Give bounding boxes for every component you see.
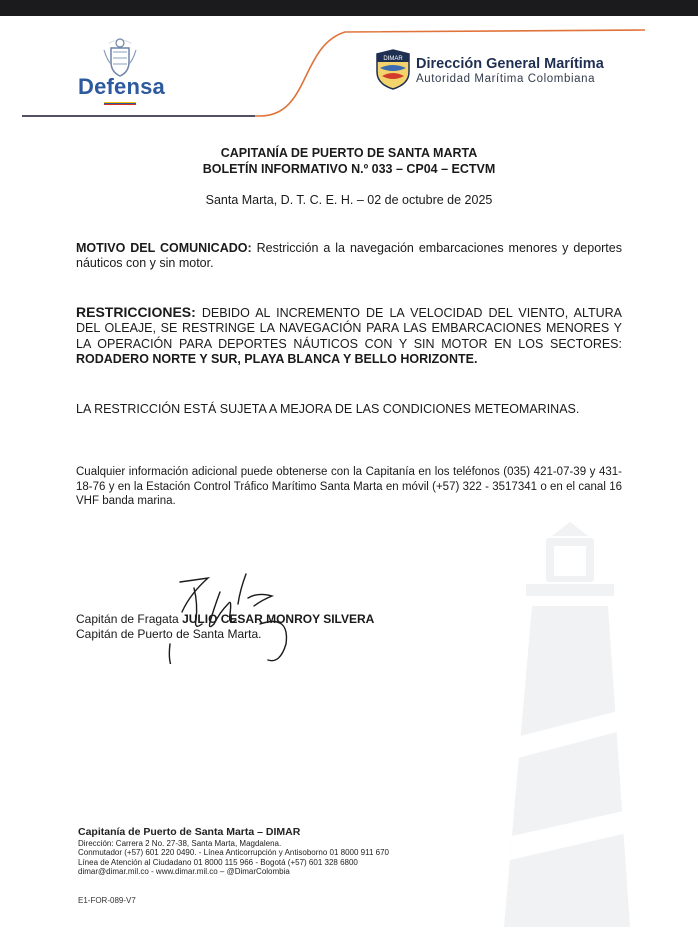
footer <box>78 828 389 877</box>
restricciones-sectors: RODADERO NORTE Y SUR, PLAYA BLANCA Y BELLO HORIZONTE. <box>76 352 478 367</box>
restricciones-paragraph <box>76 305 622 368</box>
footer-web: dimar@dimar.mil.co - www.dimar.mil.co – @DimarColombia <box>78 867 290 876</box>
motivo-paragraph <box>76 241 622 271</box>
signatory-name: JULIO CESAR MONROY SILVERA <box>182 612 375 626</box>
lighthouse-watermark-icon <box>440 516 698 927</box>
footer-citizen-line: Línea de Atención al Ciudadano 01 8000 115 966 - Bogotá (+57) 601 328 6800 <box>78 857 358 867</box>
contact-paragraph: Cualquier información adicional puede obtenerse con la Capitanía en los teléfonos (035) 421-07-39 y 431-18-76 y en la Estación Control Tráfico Marítimo Santa Marta en móvil (+57) 322 - 3517341 o en el canal 16 VHF banda marina. <box>76 466 622 507</box>
footer-phones: Conmutador (+57) 601 220 0490. - Línea Anticorrupción y Antisoborno 01 8000 911 670 <box>78 848 389 857</box>
signatory-line <box>76 612 374 626</box>
restricciones-text: DEBIDO AL INCREMENTO DE LA VELOCIDAD DEL VIENTO, ALTURA DEL OLEAJE, SE RESTRINGE LA NAVEGACIÓN PARA LAS EMBARCACIONES MENORES Y LA OPERACIÓN PARA DEPORTES NÁUTICOS CON Y SIN MOTOR EN LOS SECTORES: <box>76 306 622 351</box>
form-code: E1-FOR-089-V7 <box>78 896 136 905</box>
colombia-flag-stripe <box>104 102 136 105</box>
defensa-logo-text: Defensa <box>78 74 165 99</box>
bulletin-number: BOLETÍN INFORMATIVO N.º 033 – CP04 – ECTVM <box>202 162 496 176</box>
office-title: CAPITANÍA DE PUERTO DE SANTA MARTA <box>220 146 478 160</box>
footer-address: Dirección: Carrera 2 No. 27-38, Santa Marta, Magdalena. <box>78 838 282 848</box>
document-page <box>0 16 698 927</box>
coat-of-arms-icon <box>100 34 140 78</box>
org-subtitle: Autoridad Marítima Colombiana <box>416 73 596 85</box>
signatory-position: Capitán de Puerto de Santa Marta. <box>76 627 262 641</box>
condition-paragraph: LA RESTRICCIÓN ESTÁ SUJETA A MEJORA DE LAS CONDICIONES METEOMARINAS. <box>76 402 580 416</box>
motivo-text: Restricción a la navegación embarcaciones menores y deportes náuticos con y sin motor. <box>76 241 622 270</box>
restricciones-label: RESTRICCIONES: <box>76 304 196 320</box>
signatory-rank: Capitán de Fragata <box>76 612 183 626</box>
place-date: Santa Marta, D. T. C. E. H. – 02 de octubre de 2025 <box>205 193 493 207</box>
org-title: Dirección General Marítima <box>416 56 604 72</box>
dimar-shield-icon <box>374 48 412 90</box>
motivo-label: MOTIVO DEL COMUNICADO: <box>76 241 252 255</box>
svg-text:DIMAR: DIMAR <box>383 56 403 62</box>
footer-title: Capitanía de Puerto de Santa Marta – DIMAR <box>78 826 301 838</box>
